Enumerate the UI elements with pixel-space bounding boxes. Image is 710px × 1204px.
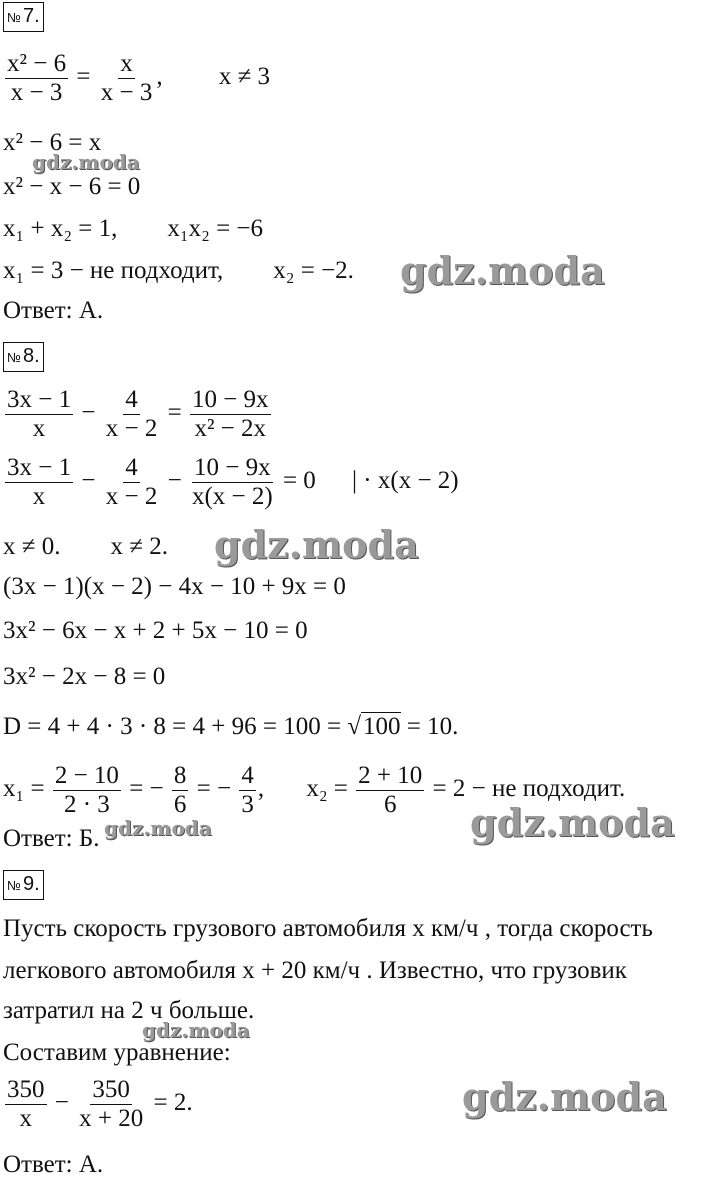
p7-line-3: x² − x − 6 = 0: [3, 173, 141, 200]
p8-equation-2: $\frac{3x - 1}{x}$ − $\frac{4}{x - 2}$ − $\frac{10 - 9x}{x(x - 2)}$ = 0 | · x(x − 2): [7, 454, 459, 510]
p8-roots: x₁ = $\frac{2 - 10}{2 \cdot 3}$ = − $\frac{8}{6}$ = − $\frac{4}{3}$ , x₂ = $\frac{2 + 10}{6}$ = 2 − не подходит.: [3, 762, 626, 818]
p7-condition: x ≠ 3: [218, 63, 271, 91]
watermark: gdz.moda: [104, 816, 212, 840]
p8-line-5: 3x² − 2x − 8 = 0: [3, 663, 166, 690]
p7-fraction-rhs: $\frac{x}{x - 3}$: [100, 50, 153, 106]
p9-answer: Ответ: А.: [3, 1151, 104, 1178]
watermark: gdz.moda: [470, 800, 675, 845]
p7-line-5: x₁ = 3 − не подходит, x₂ = −2.: [3, 257, 354, 284]
problem-9-badge: № 9.: [3, 870, 44, 900]
p9-text-3: затратил на 2 ч больше.: [3, 997, 255, 1024]
p9-text-2: легкового автомобиля x + 20 км/ч . Известно, что грузовик: [3, 957, 627, 984]
problem-8-badge: № 8.: [3, 342, 44, 372]
p7-answer: Ответ: А.: [3, 297, 104, 324]
p8-line-4: 3x² − 6x − x + 2 + 5x − 10 = 0: [3, 617, 308, 644]
p9-text-1: Пусть скорость грузового автомобиля x км/ч , тогда скорость: [3, 915, 653, 942]
problem-7-badge: № 7.: [3, 2, 44, 32]
watermark: gdz.moda: [400, 248, 605, 293]
watermark: gdz.moda: [462, 1074, 667, 1119]
watermark: gdz.moda: [214, 522, 419, 567]
p9-equation: $\frac{350}{x}$ − $\frac{350}{x + 20}$ = 2.: [7, 1076, 193, 1132]
p9-text-4: Составим уравнение:: [3, 1039, 231, 1066]
p8-discriminant: D = 4 + 4 · 3 · 8 = 4 + 96 = 100 = √100 = 10.: [3, 713, 459, 740]
p7-fraction-lhs: $\frac{\text{x² − 6}}{x - 3}$: [7, 50, 67, 106]
p8-answer: Ответ: Б.: [3, 825, 100, 852]
p8-equation-1: $\frac{3x - 1}{x}$ − $\frac{4}{x - 2}$ = $\frac{10 - 9x}{\text{x² − 2x}}$: [7, 386, 269, 442]
watermark: gdz.moda: [142, 1018, 250, 1042]
p7-line-2: x² − 6 = x: [3, 129, 102, 156]
p8-line-3: (3x − 1)(x − 2) − 4x − 10 + 9x = 0: [3, 573, 346, 600]
p8-conditions: x ≠ 0. x ≠ 2.: [3, 533, 168, 560]
watermark: gdz.moda: [32, 150, 140, 174]
p7-equation-1: $\frac{\text{x² − 6}}{x - 3}$ = $\frac{x}{x - 3}$ , x ≠ 3: [7, 50, 271, 106]
p7-line-4: x₁ + x₂ = 1, x₁x₂ = −6: [3, 215, 264, 242]
